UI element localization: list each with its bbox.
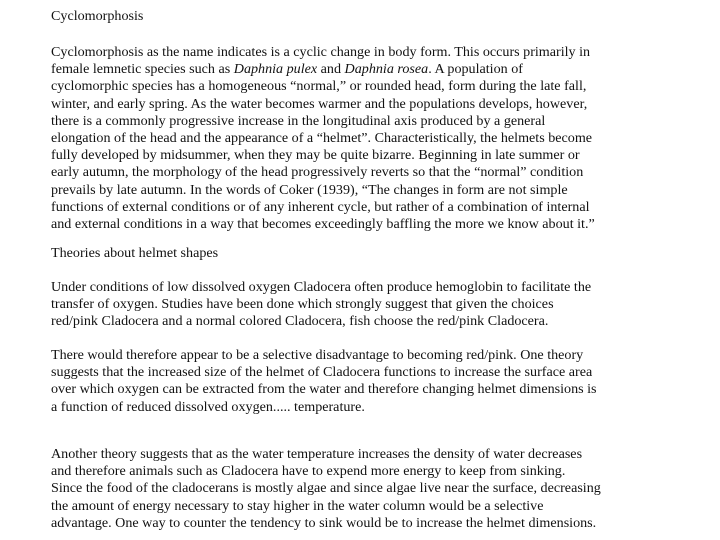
text-span: female lemnetic species such as xyxy=(51,61,234,78)
text-line: advantage. One way to counter the tendency to sink would be to increase the helmet dimensions. xyxy=(51,514,597,531)
text-span: and xyxy=(317,61,345,78)
text-line: suggests that the increased size of the helmet of Cladocera functions to increase the surface area xyxy=(51,364,593,381)
text-line: there is a commonly progressive increase in the longitudinal axis produced by a general xyxy=(51,112,546,129)
text-line: Another theory suggests that as the water temperature increases the density of water decreases xyxy=(51,446,583,462)
text-line: and therefore animals such as Cladocera have to expend more energy to keep from sinking. xyxy=(51,463,566,480)
text-line: winter, and early spring. As the water becomes warmer and the populations develops, however, xyxy=(51,95,588,112)
paragraph-cyclomorphosis-definition xyxy=(51,44,711,233)
text-line: fully developed by midsummer, when they may be quite bizarre. Beginning in late summer or xyxy=(51,147,580,164)
text-line: prevails by late autumn. In the words of Coker (1939), “The changes in form are not simple xyxy=(51,181,568,198)
text-line: over which oxygen can be extracted from the water and therefore changing helmet dimensions is xyxy=(51,381,597,398)
text-span: . A population of xyxy=(428,61,523,78)
text-line: Under conditions of low dissolved oxygen Cladocera often produce hemoglobin to facilitate the xyxy=(51,279,592,295)
section-title-text: Cyclomorphosis xyxy=(51,8,144,24)
species-name-italic: Daphnia pulex xyxy=(233,61,318,78)
text-line: functions of external conditions or of any inherent cycle, but rather of a combination of internal xyxy=(51,198,590,215)
section-title-helmet-theories xyxy=(51,245,711,262)
text-line: a function of reduced dissolved oxygen..... temperature. xyxy=(51,398,365,415)
paragraph-hemoglobin xyxy=(51,279,711,331)
text-line: and external conditions in a way that becomes exceedingly baffling the more we know about it.” xyxy=(51,216,595,233)
text-line xyxy=(51,61,711,78)
text-line: elongation of the head and the appearance of a “helmet”. Characteristically, the helmets become xyxy=(51,130,593,147)
paragraph-density-theory xyxy=(51,446,711,532)
text-line: Since the food of the cladocerans is mostly algae and since algae live near the surface, decreasing xyxy=(51,480,601,497)
text-line: Cyclomorphosis as the name indicates is a cyclic change in body form. This occurs primarily in xyxy=(51,44,591,60)
species-name-italic: Daphnia rosea xyxy=(344,61,429,78)
text-line: red/pink Cladocera and a normal colored Cladocera, fish choose the red/pink Cladocera. xyxy=(51,313,549,330)
paragraph-oxygen-theory xyxy=(51,347,711,416)
text-line: transfer of oxygen. Studies have been done which strongly suggest that given the choices xyxy=(51,296,554,313)
section-title-text: Theories about helmet shapes xyxy=(51,245,219,261)
text-line: early autumn, the morphology of the head progressively reverts so that the “normal” condition xyxy=(51,164,584,181)
text-line: There would therefore appear to be a selective disadvantage to becoming red/pink. One theory xyxy=(51,347,584,363)
text-line: the amount of energy necessary to stay higher in the water column would be a selective xyxy=(51,497,544,514)
section-title-cyclomorphosis xyxy=(51,8,711,25)
text-line: cyclomorphic species has a homogeneous “normal,” or rounded head, form during the late fall, xyxy=(51,78,587,95)
